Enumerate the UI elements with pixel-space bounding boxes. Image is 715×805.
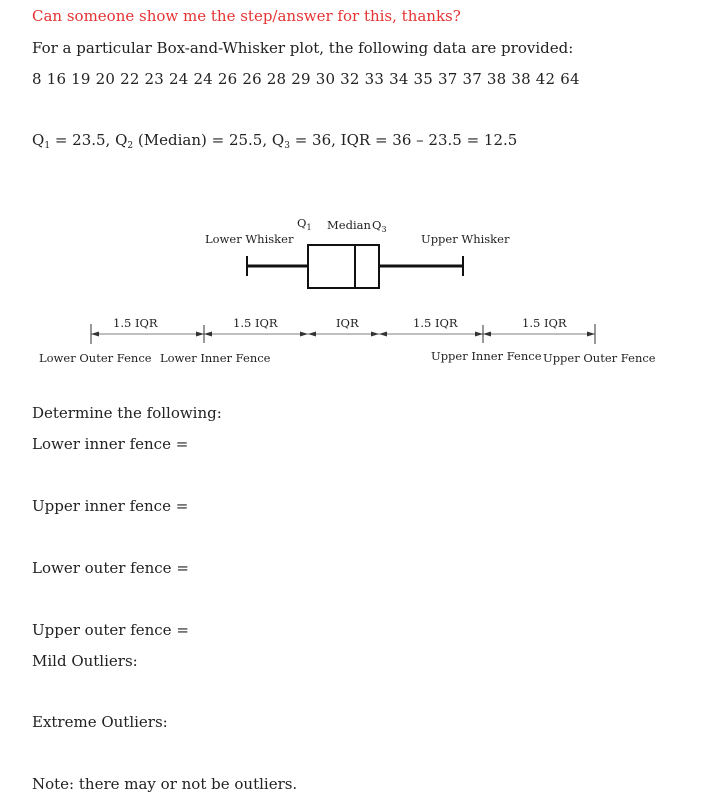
- diagram-median-label: Median: [327, 218, 371, 232]
- q2-symbol: Q: [115, 131, 128, 149]
- item-lower-inner-fence: Lower inner fence =: [32, 435, 189, 453]
- upper-inner-fence-label: Upper Inner Fence: [431, 349, 542, 363]
- lower-outer-fence-label: Lower Outer Fence: [39, 351, 152, 365]
- lower-inner-fence-label: Lower Inner Fence: [160, 351, 271, 365]
- arrow-q1-a: [300, 332, 308, 337]
- arrow-q3-a: [371, 332, 379, 337]
- upper-whisker-label: Upper Whisker: [421, 232, 510, 246]
- arrow-right-inner-b: [483, 332, 491, 337]
- prompt-text: Determine the following:: [32, 404, 222, 422]
- lower-whisker-label: Lower Whisker: [205, 232, 294, 246]
- diagram-q1-subscript: 1: [306, 223, 312, 232]
- arrow-left-inner-a: [196, 332, 204, 337]
- intro-text: For a particular Box-and-Whisker plot, the following data are provided:: [32, 39, 574, 57]
- arrow-left-inner-b: [204, 332, 212, 337]
- quartile-summary: [32, 131, 517, 151]
- arrow-right-inner-a: [475, 332, 483, 337]
- arrow-q1-b: [308, 332, 316, 337]
- note-text: Note: there may or not be outliers.: [32, 775, 298, 793]
- data-values: 8 16 19 20 22 23 24 24 26 26 28 29 30 32 33 34 35 37 37 38 38 42 64: [32, 70, 580, 88]
- q3-symbol: Q: [271, 131, 285, 149]
- box-whisker-diagram: [0, 200, 715, 380]
- q1-symbol: Q: [32, 131, 45, 149]
- diagram-q3-symbol: Q: [372, 218, 382, 232]
- q3-subscript: 3: [284, 141, 290, 151]
- iqr-label-left-inner: 1.5 IQR: [233, 316, 278, 330]
- item-lower-outer-fence: Lower outer fence =: [32, 559, 189, 577]
- diagram-q3-subscript: 3: [381, 225, 387, 234]
- iqr-box: [308, 245, 379, 288]
- iqr-label-left-outer: 1.5 IQR: [113, 316, 158, 330]
- arrow-left-outer: [91, 332, 99, 337]
- iqr-label-center: IQR: [336, 316, 359, 330]
- arrow-right-outer: [587, 332, 595, 337]
- q2-value: (Median) = 25.5,: [133, 131, 272, 149]
- q1-subscript: 1: [44, 141, 51, 151]
- q2-subscript: 2: [127, 141, 134, 151]
- item-extreme-outliers: Extreme Outliers:: [32, 713, 168, 731]
- q1-value: = 23.5,: [50, 131, 116, 149]
- diagram-q1-symbol: Q: [297, 216, 307, 230]
- iqr-label-right-inner: 1.5 IQR: [413, 316, 458, 330]
- item-upper-outer-fence: Upper outer fence =: [32, 621, 189, 639]
- upper-outer-fence-label: Upper Outer Fence: [543, 351, 656, 365]
- item-upper-inner-fence: Upper inner fence =: [32, 497, 189, 515]
- question-header: Can someone show me the step/answer for this, thanks?: [32, 7, 461, 25]
- item-mild-outliers: Mild Outliers:: [32, 652, 138, 670]
- q3-value: = 36, IQR = 36 – 23.5 = 12.5: [289, 131, 518, 149]
- arrow-q3-b: [379, 332, 387, 337]
- iqr-label-right-outer: 1.5 IQR: [522, 316, 567, 330]
